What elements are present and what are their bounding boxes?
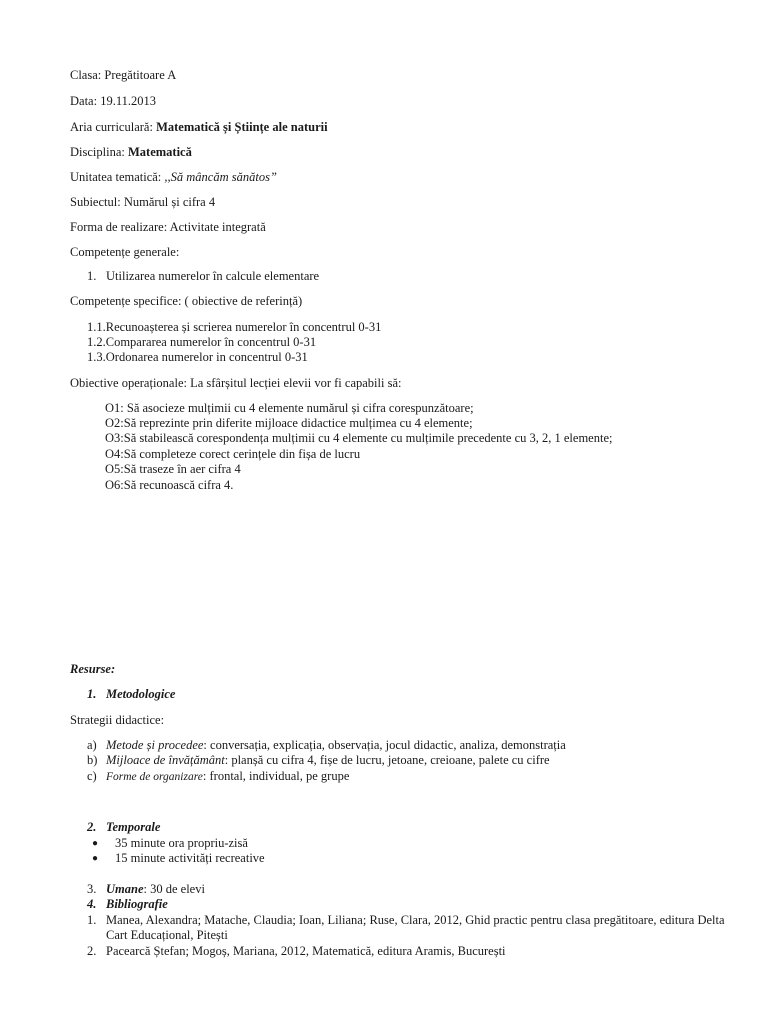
- strategie-label: Metode și procedee: [106, 738, 204, 752]
- competente-specifice-title: Competențe specifice: ( obiective de referință): [70, 294, 303, 308]
- resurse-title: Resurse:: [70, 662, 116, 676]
- aria-label: Aria curriculară:: [70, 120, 157, 134]
- competenta-specifica-item: 1.2.Compararea numerelor în concentrul 0-31: [87, 335, 317, 349]
- aria-value: Matematică și Științe ale naturii: [156, 120, 328, 134]
- obiectiv-item: O6:Să recunoască cifra 4.: [105, 478, 234, 492]
- clasa-line: [70, 68, 176, 83]
- strategie-text: : conversația, explicația, observația, jocul didactic, analiza, demonstrația: [203, 738, 566, 752]
- disciplina-line: [70, 145, 192, 160]
- obiectiv-item: O1: Să asocieze mulțimii cu 4 elemente numărul și cifra corespunzătoare;: [105, 401, 474, 415]
- data-value: 19.11.2013: [100, 94, 156, 108]
- forma-realizare-line: Forma de realizare: Activitate integrată: [70, 220, 266, 234]
- subiectul-line: Subiectul: Numărul și cifra 4: [70, 195, 216, 209]
- aria-curriculara-line: [70, 120, 328, 135]
- bibliografie-item: [87, 913, 725, 928]
- list-letter: c): [87, 769, 97, 783]
- obiective-operationale-title: Obiective operaționale: La sfârșitul lecției elevii vor fi capabili să:: [70, 376, 402, 390]
- competenta-specifica-item: 1.3.Ordonarea numerelor in concentrul 0-31: [87, 350, 308, 364]
- temporale-item: 35 minute ora propriu-zisă: [115, 836, 248, 850]
- strategie-item: [87, 738, 566, 753]
- data-label: Data:: [70, 94, 101, 108]
- list-number: 4.: [87, 897, 97, 911]
- bullet-icon: ●: [92, 853, 99, 864]
- strategie-item: [87, 753, 550, 768]
- list-text: Utilizarea numerelor în calcule elementare: [106, 269, 320, 283]
- list-number: 2.: [87, 944, 97, 958]
- strategie-text: : planșă cu cifra 4, fișe de lucru, jetoane, creioane, palete cu cifre: [224, 753, 550, 767]
- unitatea-tematica-line: [70, 170, 277, 185]
- obiectiv-item: O5:Să traseze în aer cifra 4: [105, 462, 241, 476]
- list-letter: a): [87, 738, 97, 752]
- strategie-label: Forme de organizare: [106, 771, 203, 783]
- list-number: 3.: [87, 882, 97, 896]
- bibliografie-title: Bibliografie: [106, 897, 168, 911]
- bibliografie-item-continuation: Cart Educațional, Pitești: [106, 928, 228, 942]
- clasa-label: Clasa:: [70, 68, 105, 82]
- bibliografie-text: Manea, Alexandra; Matache, Claudia; Ioan, Liliana; Ruse, Clara, 2012, Ghid practic pentru clasa pregătitoare, editura Delta: [106, 913, 725, 927]
- bibliografie-text: Pacearcă Ștefan; Mogoș, Mariana, 2012, Matematică, editura Aramis, București: [106, 944, 506, 958]
- temporale-item: 15 minute activități recreative: [115, 851, 265, 865]
- unitatea-value: ,,Să mâncăm sănătos”: [164, 170, 277, 184]
- disciplina-value: Matematică: [127, 145, 192, 159]
- obiectiv-item: O3:Să stabilească corespondența mulțimii cu 4 elemente cu mulțimile precedente cu 3, 2, 1 elemente;: [105, 431, 613, 445]
- metodologice-heading: [87, 687, 175, 702]
- bibliografie-item: [87, 944, 506, 959]
- strategie-label: Mijloace de învățământ: [106, 753, 225, 767]
- disciplina-label: Disciplina:: [70, 145, 128, 159]
- obiectiv-item: O4:Să completeze corect cerințele din fișa de lucru: [105, 447, 361, 461]
- strategie-item: [87, 769, 349, 785]
- data-line: [70, 94, 156, 109]
- temporale-heading: [87, 820, 160, 835]
- list-number: 1.: [87, 269, 97, 283]
- umane-title: Umane: [106, 882, 144, 896]
- list-number: 1.: [87, 913, 97, 927]
- obiectiv-item: O2:Să reprezinte prin diferite mijloace didactice mulțimea cu 4 elemente;: [105, 416, 473, 430]
- competenta-specifica-item: 1.1.Recunoașterea și scrierea numerelor în concentrul 0-31: [87, 320, 382, 334]
- umane-text: : 30 de elevi: [143, 882, 205, 896]
- umane-heading: [87, 882, 205, 897]
- list-letter: b): [87, 753, 98, 767]
- strategie-text: : frontal, individual, pe grupe: [202, 769, 350, 783]
- clasa-value: Pregătitoare A: [104, 68, 177, 82]
- unitatea-label: Unitatea tematică:: [70, 170, 165, 184]
- strategii-didactice-title: Strategii didactice:: [70, 713, 165, 727]
- bullet-icon: ●: [92, 838, 99, 849]
- bibliografie-heading: [87, 897, 168, 912]
- metodologice-title: Metodologice: [106, 687, 176, 701]
- competente-generale-title: Competențe generale:: [70, 245, 180, 259]
- competenta-generala-item: [87, 269, 319, 284]
- list-number: 2.: [87, 820, 97, 834]
- temporale-title: Temporale: [106, 820, 161, 834]
- list-number: 1.: [87, 687, 97, 701]
